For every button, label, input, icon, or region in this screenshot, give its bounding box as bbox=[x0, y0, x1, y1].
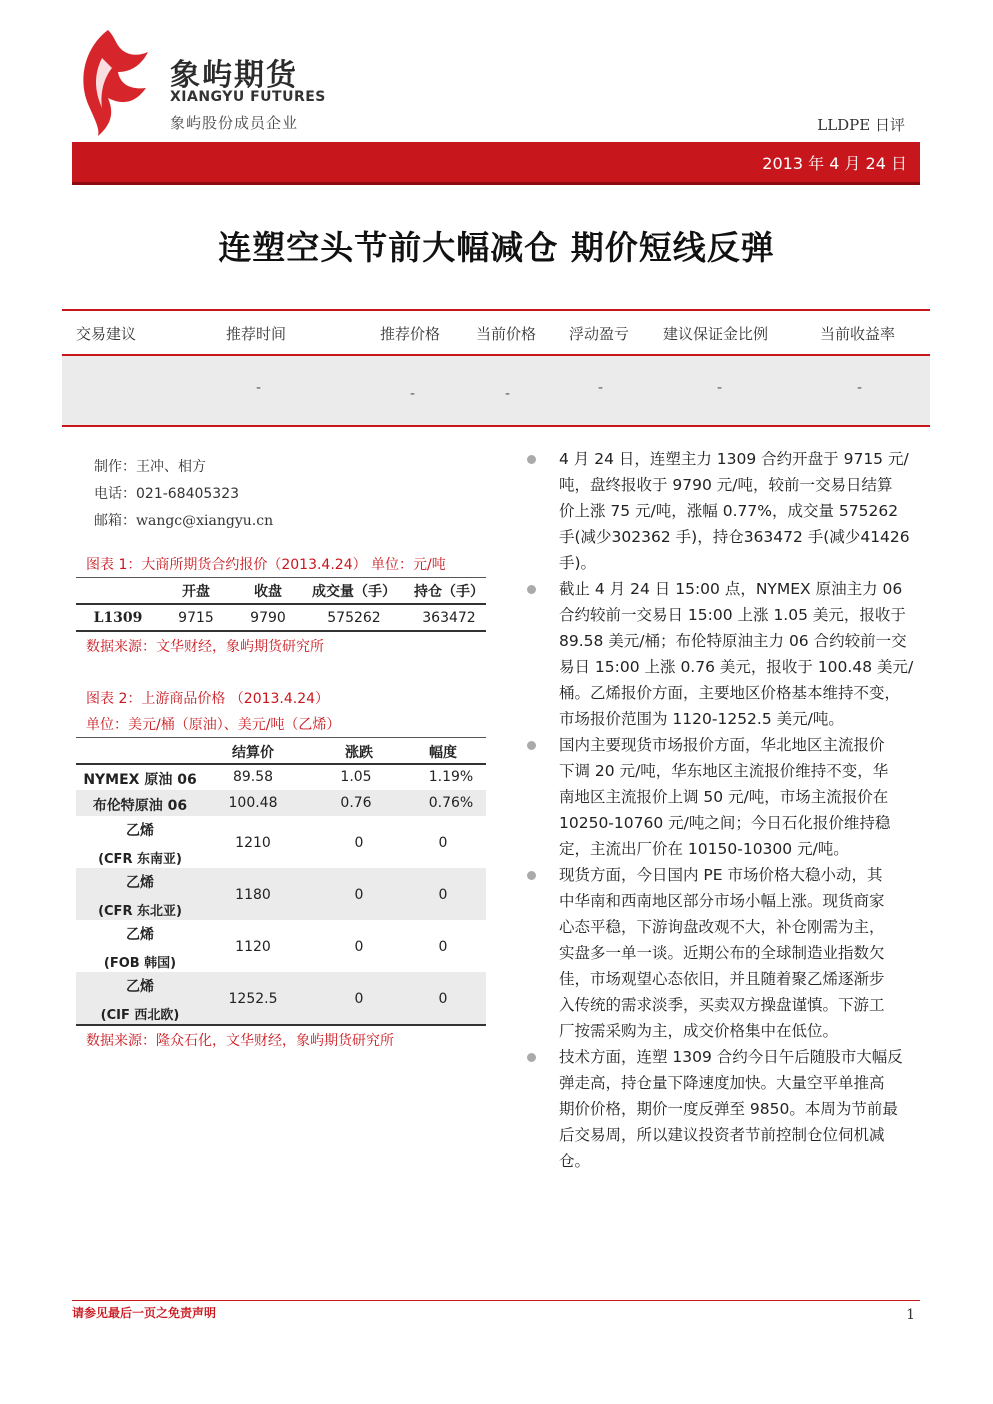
para-line: 截止 4 月 24 日 15:00 点，NYMEX 原油主力 06 bbox=[559, 580, 903, 598]
email-label: 邮箱： bbox=[94, 513, 136, 529]
table2-row-region: (CFR 东北亚) bbox=[98, 904, 182, 919]
table1-bottom-rule bbox=[76, 630, 486, 632]
paragraph-spot bbox=[559, 862, 931, 1044]
brand-name-cn: 象屿期货 bbox=[170, 58, 298, 93]
paragraph-spot-quotes bbox=[559, 732, 931, 862]
para-line: 实盘多一单一谈。近期公布的全球制造业指数欠 bbox=[559, 944, 885, 962]
table1-header-open: 开盘 bbox=[182, 584, 210, 600]
table2-row-change: 0.76 bbox=[340, 795, 372, 811]
para-line: 手(减少302362 手)，持仓363472 手(减少41426 bbox=[559, 528, 910, 546]
table2-row-price: 1180 bbox=[235, 887, 271, 903]
para-line: 10250-10760 元/吨之间；今日石化报价维持稳 bbox=[559, 814, 891, 832]
trade-table-top-rule bbox=[62, 309, 930, 311]
email-row bbox=[94, 510, 273, 530]
para-line: 中华南和西南地区部分市场小幅上涨。现货商家 bbox=[559, 892, 885, 910]
table2-row-change: 0 bbox=[354, 991, 364, 1007]
table2-row-region: (CIF 西北欧) bbox=[100, 1008, 180, 1023]
report-date: 2013 年 4 月 24 日 bbox=[762, 154, 907, 173]
bullet-icon bbox=[527, 741, 536, 750]
table2-title: 图表 2：上游商品价格 （2013.4.24） bbox=[86, 691, 330, 707]
trade-header-time: 推荐时间 bbox=[226, 325, 287, 343]
table2-row-region: (FOB 韩国) bbox=[103, 956, 177, 971]
footer-rule bbox=[72, 1300, 920, 1301]
table1-volume: 575262 bbox=[327, 610, 381, 626]
table2-row-pct: 0.76% bbox=[428, 795, 474, 811]
paragraph-market bbox=[559, 446, 931, 576]
table2-row-name: 乙烯 bbox=[126, 823, 154, 839]
trade-value-rec-price: - bbox=[410, 386, 416, 402]
table2-row-pct: 0 bbox=[438, 835, 448, 851]
para-line: 佳，市场观望心态依旧，并且随着聚乙烯逐渐步 bbox=[559, 970, 885, 988]
para-line: 心态平稳，下游询盘改观不大，补仓刚需为主， bbox=[559, 918, 885, 936]
page-number: 1 bbox=[906, 1307, 915, 1323]
para-line: 吨，盘终报收于 9790 元/吨，较前一交易日结算 bbox=[559, 476, 893, 494]
para-line: 易日 15:00 上涨 0.76 美元，报收于 100.48 美元/ bbox=[559, 658, 914, 676]
para-line: 仓。 bbox=[559, 1152, 591, 1170]
para-line: 现货方面，今日国内 PE 市场价格大稳小动，其 bbox=[559, 866, 883, 884]
table2-row-name: 乙烯 bbox=[126, 875, 154, 891]
table1-contract: L1309 bbox=[93, 610, 143, 626]
disclaimer-link[interactable]: 请参见最后一页之免责声明 bbox=[72, 1306, 217, 1320]
para-line: 期价价格，期价一度反弹至 9850。本周为节前最 bbox=[559, 1100, 898, 1118]
trade-header-rec-price: 推荐价格 bbox=[380, 325, 441, 343]
table2-bottom-rule bbox=[76, 1024, 486, 1026]
table2-header-rule bbox=[76, 763, 486, 765]
table2-row-name: 布伦特原油 06 bbox=[92, 798, 188, 814]
para-line: 定，主流出厂价在 10150-10300 元/吨。 bbox=[559, 840, 849, 858]
trade-value-pnl: - bbox=[598, 380, 604, 396]
trade-value-margin: - bbox=[717, 380, 723, 396]
trade-table-body bbox=[62, 356, 930, 426]
table2-row-region: (CFR 东南亚) bbox=[98, 852, 182, 867]
trade-value-cur-price: - bbox=[505, 386, 511, 402]
trade-header-margin: 建议保证金比例 bbox=[663, 325, 769, 343]
table2-row-price: 1252.5 bbox=[228, 991, 278, 1007]
para-line: 合约较前一交易日 15:00 上涨 1.05 美元，报收于 bbox=[559, 606, 906, 624]
table2-row-change: 0 bbox=[354, 887, 364, 903]
table2-row-price: 1120 bbox=[235, 939, 271, 955]
table1-title: 图表 1：大商所期货合约报价（2013.4.24） 单位：元/吨 bbox=[86, 557, 446, 573]
table2-row-pct: 1.19% bbox=[428, 769, 474, 785]
para-line: 手)。 bbox=[559, 554, 597, 572]
table1-oi: 363472 bbox=[422, 610, 476, 626]
bullet-icon bbox=[527, 1053, 536, 1062]
table2-header-price: 结算价 bbox=[232, 745, 274, 761]
header-red-bar-shadow bbox=[72, 182, 920, 185]
table1-open: 9715 bbox=[178, 610, 214, 626]
table1-header-volume: 成交量（手） bbox=[312, 584, 396, 600]
trade-header-pnl: 浮动盈亏 bbox=[569, 325, 630, 343]
table2-header-change: 涨跌 bbox=[345, 745, 373, 761]
table2-row-price: 89.58 bbox=[232, 769, 274, 785]
para-line: 入传统的需求淡季，买卖双方操盘谨慎。下游工 bbox=[559, 996, 885, 1014]
author: 制作：王冲、相方 bbox=[94, 459, 206, 475]
table2-row-pct: 0 bbox=[438, 887, 448, 903]
table2-top-rule bbox=[76, 737, 486, 738]
paragraph-crude bbox=[559, 576, 931, 732]
logo-flame-icon bbox=[78, 28, 150, 136]
email-link[interactable]: wangc@xiangyu.cn bbox=[136, 513, 274, 529]
trade-value-yield: - bbox=[857, 380, 863, 396]
para-line: 桶。乙烯报价方面，主要地区价格基本维持不变， bbox=[559, 684, 901, 702]
table2-row-name: 乙烯 bbox=[126, 979, 154, 995]
table1-top-rule bbox=[76, 577, 486, 578]
bullet-icon bbox=[527, 585, 536, 594]
brand-name-en: XIANGYU FUTURES bbox=[170, 89, 326, 105]
table2-source: 数据来源：隆众石化，文华财经，象屿期货研究所 bbox=[86, 1033, 394, 1049]
report-type: LLDPE 日评 bbox=[817, 116, 905, 134]
table2-row-change: 0 bbox=[354, 835, 364, 851]
para-line: 后交易周，所以建议投资者节前控制仓位伺机减 bbox=[559, 1126, 885, 1144]
table2-row-change: 1.05 bbox=[340, 769, 372, 785]
para-line: 厂按需采购为主，成交价格集中在低位。 bbox=[559, 1022, 839, 1040]
brand-subtitle: 象屿股份成员企业 bbox=[170, 114, 299, 132]
table2-header-pct: 幅度 bbox=[429, 745, 457, 761]
table2-row-pct: 0 bbox=[438, 939, 448, 955]
table1-header-close: 收盘 bbox=[254, 584, 282, 600]
para-line: 市场报价范围为 1120-1252.5 美元/吨。 bbox=[559, 710, 844, 728]
table2-row-price: 1210 bbox=[235, 835, 271, 851]
paragraph-technical bbox=[559, 1044, 931, 1174]
para-line: 弹走高，持仓量下降速度加快。大量空平单推高 bbox=[559, 1074, 885, 1092]
table1-header-rule bbox=[76, 603, 486, 605]
trade-table-bottom-rule bbox=[62, 425, 930, 427]
table2-row-name: NYMEX 原油 06 bbox=[83, 772, 197, 788]
table2-unit: 单位：美元/桶（原油）、美元/吨（乙烯） bbox=[86, 717, 341, 733]
table2-row-name: 乙烯 bbox=[126, 927, 154, 943]
table1-header-oi: 持仓（手） bbox=[414, 584, 484, 600]
table2-row-price: 100.48 bbox=[228, 795, 278, 811]
para-line: 89.58 美元/桶；布伦特原油主力 06 合约较前一交 bbox=[559, 632, 907, 650]
bullet-icon bbox=[527, 871, 536, 880]
para-line: 价上涨 75 元/吨，涨幅 0.77%，成交量 575262 bbox=[559, 502, 899, 520]
table2-row-change: 0 bbox=[354, 939, 364, 955]
table1-close: 9790 bbox=[250, 610, 286, 626]
phone: 电话：021-68405323 bbox=[94, 486, 240, 502]
table1-source: 数据来源：文华财经，象屿期货研究所 bbox=[86, 639, 324, 655]
trade-header-cur-price: 当前价格 bbox=[476, 325, 537, 343]
bullet-icon bbox=[527, 455, 536, 464]
para-line: 下调 20 元/吨，华东地区主流报价维持不变，华 bbox=[559, 762, 889, 780]
para-line: 国内主要现货市场报价方面，华北地区主流报价 bbox=[559, 736, 885, 754]
para-line: 技术方面，连塑 1309 合约今日午后随股市大幅反 bbox=[559, 1048, 903, 1066]
page-title: 连塑空头节前大幅减仓 期价短线反弹 bbox=[218, 228, 775, 267]
trade-header-yield: 当前收益率 bbox=[820, 325, 896, 343]
trade-value-time: - bbox=[256, 380, 262, 396]
table2-row-pct: 0 bbox=[438, 991, 448, 1007]
trade-header-suggestion: 交易建议 bbox=[76, 325, 137, 343]
para-line: 南地区主流报价上调 50 元/吨，市场主流报价在 bbox=[559, 788, 889, 806]
para-line: 4 月 24 日，连塑主力 1309 合约开盘于 9715 元/ bbox=[559, 450, 909, 468]
